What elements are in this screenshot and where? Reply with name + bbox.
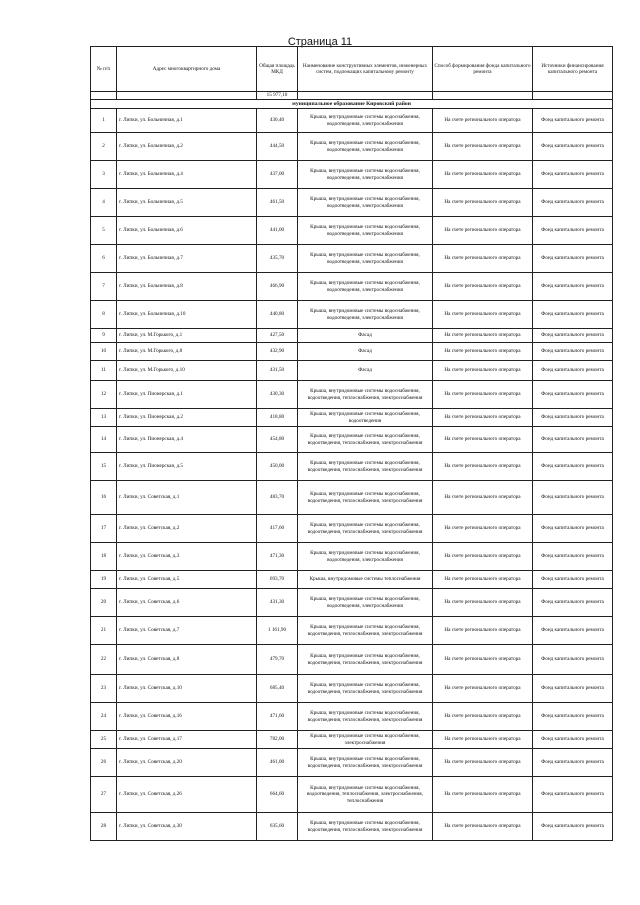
row-area: 432,90	[257, 343, 298, 361]
row-number: 4	[91, 189, 117, 217]
table-row	[91, 813, 613, 841]
row-area: 430,30	[257, 381, 298, 409]
row-source: Фонд капитального ремонта	[533, 749, 613, 777]
row-work: Крыша, внутридомовые системы водоснабжения, водоотведения, электроснабжения	[298, 161, 433, 189]
row-method: На счете регионального оператора	[433, 245, 533, 273]
row-method: На счете регионального оператора	[433, 777, 533, 813]
row-address: г. Липки, ул. Советская, д.7	[117, 617, 257, 645]
row-address: г. Липки, ул. Советская, д.5	[117, 571, 257, 589]
row-source: Фонд капитального ремонта	[533, 409, 613, 427]
header-row	[91, 47, 613, 92]
row-address: г. Липки, ул. Больничная, д.5	[117, 189, 257, 217]
row-number: 21	[91, 617, 117, 645]
row-address: г. Липки, ул. Советская, д.2	[117, 515, 257, 543]
row-number: 26	[91, 749, 117, 777]
row-number: 11	[91, 361, 117, 381]
row-source: Фонд капитального ремонта	[533, 133, 613, 161]
row-method: На счете регионального оператора	[433, 675, 533, 703]
row-area: 437,00	[257, 161, 298, 189]
row-address: г. Липки, ул. Советская, д.1	[117, 481, 257, 515]
row-work: Крыша, внутридомовые системы водоснабжения, электроснабжения	[298, 731, 433, 749]
row-number: 1	[91, 109, 117, 133]
row-work: Крыша, внутридомовые системы водоснабжения, водоотведения, теплоснабжения, электроснабжения	[298, 813, 433, 841]
row-number: 2	[91, 133, 117, 161]
row-source: Фонд капитального ремонта	[533, 617, 613, 645]
row-source: Фонд капитального ремонта	[533, 813, 613, 841]
row-address: г. Липки, ул. М.Горького, д.10	[117, 361, 257, 381]
row-address: г. Липки, ул. М.Горького, д.1	[117, 329, 257, 343]
table-row	[91, 703, 613, 731]
row-source: Фонд капитального ремонта	[533, 515, 613, 543]
row-work: Крыша, внутридомовые системы водоснабжения, водоотведения, теплоснабжения, электроснабжения	[298, 453, 433, 481]
row-address: г. Липки, ул. Больничная, д.8	[117, 273, 257, 301]
total-row	[91, 92, 613, 100]
row-number: 15	[91, 453, 117, 481]
row-source: Фонд капитального ремонта	[533, 161, 613, 189]
row-method: На счете регионального оператора	[433, 453, 533, 481]
row-address: г. Липки, ул. Советская, д.3	[117, 543, 257, 571]
table-row	[91, 109, 613, 133]
row-method: На счете регионального оператора	[433, 329, 533, 343]
table-row	[91, 245, 613, 273]
municipality-row	[91, 100, 613, 109]
row-address: г. Липки, ул. Больничная, д.2	[117, 133, 257, 161]
row-area: 450,00	[257, 453, 298, 481]
row-work: Крыша, внутридомовые системы водоснабжения, водоотведения, теплоснабжения, электроснабжения	[298, 481, 433, 515]
row-source: Фонд капитального ремонта	[533, 361, 613, 381]
row-method: На счете регионального оператора	[433, 571, 533, 589]
row-work: Крыша, внутридомовые системы теплоснабжения	[298, 571, 433, 589]
row-number: 17	[91, 515, 117, 543]
row-work: Крыша, внутридомовые системы водоснабжения, водоотведения	[298, 409, 433, 427]
row-source: Фонд капитального ремонта	[533, 273, 613, 301]
repair-program-table	[90, 46, 613, 841]
header-work: Наименование конструктивных элементов, инженерных систем, подлежащих капитальному ремонту	[298, 47, 433, 92]
row-address: г. Липки, ул. Пионерская, д.1	[117, 381, 257, 409]
row-number: 24	[91, 703, 117, 731]
row-method: На счете регионального оператора	[433, 381, 533, 409]
row-number: 19	[91, 571, 117, 589]
table-row	[91, 675, 613, 703]
row-work: Крыша, внутридомовые системы водоснабжения, водоотведения, теплоснабжения, электроснабжения	[298, 645, 433, 675]
row-number: 6	[91, 245, 117, 273]
table-row	[91, 749, 613, 777]
row-work: Крыша, внутридомовые системы водоснабжения, водоотведения, теплоснабжения, электроснабжения	[298, 381, 433, 409]
table-row	[91, 731, 613, 749]
row-method: На счете регионального оператора	[433, 645, 533, 675]
row-area: 461,00	[257, 749, 298, 777]
row-method: На счете регионального оператора	[433, 133, 533, 161]
row-work: Фасад	[298, 361, 433, 381]
row-address: г. Липки, ул. Советская, д.16	[117, 703, 257, 731]
row-number: 14	[91, 427, 117, 453]
table-row	[91, 217, 613, 245]
row-work: Крыша, внутридомовые системы водоснабжения, водоотведения, электроснабжения	[298, 133, 433, 161]
row-source: Фонд капитального ремонта	[533, 343, 613, 361]
row-number: 12	[91, 381, 117, 409]
row-area: 479,70	[257, 645, 298, 675]
row-work: Крыша, внутридомовые системы водоснабжения, водоотведения, теплоснабжения, электроснабжения	[298, 515, 433, 543]
row-method: На счете регионального оператора	[433, 617, 533, 645]
row-area: 431,30	[257, 589, 298, 617]
table-row	[91, 645, 613, 675]
row-area: 483,70	[257, 481, 298, 515]
row-source: Фонд капитального ремонта	[533, 329, 613, 343]
row-number: 10	[91, 343, 117, 361]
table-row	[91, 543, 613, 571]
row-area: 431,50	[257, 361, 298, 381]
row-area: 466,90	[257, 273, 298, 301]
row-area: 440,80	[257, 301, 298, 329]
row-work: Крыша, внутридомовые системы водоснабжения, водоотведения, электроснабжения	[298, 589, 433, 617]
row-method: На счете регионального оператора	[433, 217, 533, 245]
row-method: На счете регионального оператора	[433, 427, 533, 453]
row-number: 22	[91, 645, 117, 675]
row-source: Фонд капитального ремонта	[533, 381, 613, 409]
row-number: 20	[91, 589, 117, 617]
header-method: Способ формирования фонда капитального ремонта	[433, 47, 533, 92]
row-source: Фонд капитального ремонта	[533, 731, 613, 749]
row-number: 18	[91, 543, 117, 571]
row-work: Фасад	[298, 329, 433, 343]
row-source: Фонд капитального ремонта	[533, 301, 613, 329]
row-method: На счете регионального оператора	[433, 361, 533, 381]
row-address: г. Липки, ул. Пионерская, д.2	[117, 409, 257, 427]
row-number: 3	[91, 161, 117, 189]
row-address: г. Липки, ул. Советская, д.10	[117, 675, 257, 703]
row-work: Крыша, внутридомовые системы водоснабжения, водоотведения, теплоснабжения, электроснабжения, теплоснабжения	[298, 777, 433, 813]
row-address: г. Липки, ул. Больничная, д.1	[117, 109, 257, 133]
row-source: Фонд капитального ремонта	[533, 189, 613, 217]
row-method: На счете регионального оператора	[433, 703, 533, 731]
table-row	[91, 409, 613, 427]
table-row	[91, 343, 613, 361]
row-area: 782,00	[257, 731, 298, 749]
row-address: г. Липки, ул. Пионерская, д.4	[117, 427, 257, 453]
row-area: 444,50	[257, 133, 298, 161]
row-address: г. Липки, ул. Больничная, д.10	[117, 301, 257, 329]
table-row	[91, 427, 613, 453]
row-area: 430,40	[257, 109, 298, 133]
row-source: Фонд капитального ремонта	[533, 481, 613, 515]
row-source: Фонд капитального ремонта	[533, 675, 613, 703]
header-address: Адрес многоквартирного дома	[117, 47, 257, 92]
row-area: 417,60	[257, 515, 298, 543]
row-work: Крыша, внутридомовые системы водоснабжения, водоотведения, теплоснабжения, электроснабжения	[298, 675, 433, 703]
row-number: 9	[91, 329, 117, 343]
row-number: 23	[91, 675, 117, 703]
municipality-name: муниципальное образование Кировский район	[91, 100, 613, 109]
row-method: На счете регионального оператора	[433, 731, 533, 749]
table-row	[91, 381, 613, 409]
row-source: Фонд капитального ремонта	[533, 109, 613, 133]
row-number: 27	[91, 777, 117, 813]
row-method: На счете регионального оператора	[433, 189, 533, 217]
row-work: Крыша, внутридомовые системы водоснабжения, водоотведения, теплоснабжения, электроснабжения	[298, 427, 433, 453]
row-address: г. Липки, ул. Советская, д.17	[117, 731, 257, 749]
row-area: 693,70	[257, 571, 298, 589]
row-area: 418,80	[257, 409, 298, 427]
table-row	[91, 301, 613, 329]
row-address: г. Липки, ул. М.Горького, д.8	[117, 343, 257, 361]
row-address: г. Липки, ул. Советская, д.6	[117, 589, 257, 617]
row-work: Крыша, внутридомовые системы водоснабжения, водоотведения, электроснабжения	[298, 543, 433, 571]
row-method: На счете регионального оператора	[433, 515, 533, 543]
row-work: Крыша, внутридомовые системы водоснабжения, водоотведения, электроснабжения	[298, 109, 433, 133]
row-source: Фонд капитального ремонта	[533, 645, 613, 675]
row-source: Фонд капитального ремонта	[533, 543, 613, 571]
row-source: Фонд капитального ремонта	[533, 589, 613, 617]
row-area: 435,70	[257, 245, 298, 273]
row-address: г. Липки, ул. Больничная, д.4	[117, 161, 257, 189]
row-address: г. Липки, ул. Пионерская, д.5	[117, 453, 257, 481]
header-source: Источники финансирования капитального ремонта	[533, 47, 613, 92]
table-row	[91, 617, 613, 645]
row-method: На счете регионального оператора	[433, 589, 533, 617]
row-number: 8	[91, 301, 117, 329]
row-address: г. Липки, ул. Советская, д.20	[117, 749, 257, 777]
row-work: Крыша, внутридомовые системы водоснабжения, водоотведения, электроснабжения	[298, 245, 433, 273]
table-row	[91, 481, 613, 515]
row-area: 454,80	[257, 427, 298, 453]
row-address: г. Липки, ул. Больничная, д.6	[117, 217, 257, 245]
row-number: 25	[91, 731, 117, 749]
table-row	[91, 571, 613, 589]
row-method: На счете регионального оператора	[433, 343, 533, 361]
row-method: На счете регионального оператора	[433, 543, 533, 571]
row-source: Фонд капитального ремонта	[533, 571, 613, 589]
row-area: 471,60	[257, 703, 298, 731]
table-row	[91, 361, 613, 381]
row-number: 16	[91, 481, 117, 515]
table-row	[91, 329, 613, 343]
row-method: На счете регионального оператора	[433, 749, 533, 777]
row-address: г. Липки, ул. Советская, д.8	[117, 645, 257, 675]
row-work: Крыша, внутридомовые системы водоснабжения, водоотведения, электроснабжения	[298, 189, 433, 217]
row-work: Крыша, внутридомовые системы водоснабжения, водоотведения, электроснабжения	[298, 217, 433, 245]
row-area: 441,00	[257, 217, 298, 245]
row-source: Фонд капитального ремонта	[533, 777, 613, 813]
row-source: Фонд капитального ремонта	[533, 427, 613, 453]
total-area: 15 977,10	[257, 92, 298, 100]
row-work: Крыша, внутридомовые системы водоснабжения, водоотведения, теплоснабжения, электроснабжения	[298, 617, 433, 645]
table-row	[91, 273, 613, 301]
row-work: Крыша, внутридомовые системы водоснабжения, водоотведения, электроснабжения	[298, 273, 433, 301]
page-title: Страница 11	[287, 36, 353, 48]
row-method: На счете регионального оператора	[433, 161, 533, 189]
row-area: 685,40	[257, 675, 298, 703]
row-number: 7	[91, 273, 117, 301]
row-area: 471,30	[257, 543, 298, 571]
row-number: 28	[91, 813, 117, 841]
table-row	[91, 777, 613, 813]
table-row	[91, 189, 613, 217]
row-area: 635,60	[257, 813, 298, 841]
row-area: 427,50	[257, 329, 298, 343]
row-area: 1 161,90	[257, 617, 298, 645]
table-row	[91, 161, 613, 189]
row-number: 13	[91, 409, 117, 427]
row-source: Фонд капитального ремонта	[533, 245, 613, 273]
row-area: 664,60	[257, 777, 298, 813]
row-work: Крыша, внутридомовые системы водоснабжения, водоотведения, электроснабжения	[298, 301, 433, 329]
row-method: На счете регионального оператора	[433, 409, 533, 427]
row-area: 461,50	[257, 189, 298, 217]
table-row	[91, 453, 613, 481]
row-address: г. Липки, ул. Советская, д.26	[117, 777, 257, 813]
row-source: Фонд капитального ремонта	[533, 703, 613, 731]
row-work: Крыша, внутридомовые системы водоснабжения, водоотведения, теплоснабжения, электроснабжения	[298, 703, 433, 731]
row-source: Фонд капитального ремонта	[533, 217, 613, 245]
row-method: На счете регионального оператора	[433, 813, 533, 841]
row-work: Фасад	[298, 343, 433, 361]
row-address: г. Липки, ул. Советская, д.30	[117, 813, 257, 841]
table-row	[91, 515, 613, 543]
row-address: г. Липки, ул. Больничная, д.7	[117, 245, 257, 273]
table-row	[91, 589, 613, 617]
table-row	[91, 133, 613, 161]
row-method: На счете регионального оператора	[433, 481, 533, 515]
header-area: Общая площадь МКД	[257, 47, 298, 92]
row-method: На счете регионального оператора	[433, 301, 533, 329]
row-method: На счете регионального оператора	[433, 273, 533, 301]
row-method: На счете регионального оператора	[433, 109, 533, 133]
row-work: Крыша, внутридомовые системы водоснабжения, водоотведения, теплоснабжения, электроснабжения	[298, 749, 433, 777]
row-number: 5	[91, 217, 117, 245]
row-source: Фонд капитального ремонта	[533, 453, 613, 481]
header-number: № п/п	[91, 47, 117, 92]
